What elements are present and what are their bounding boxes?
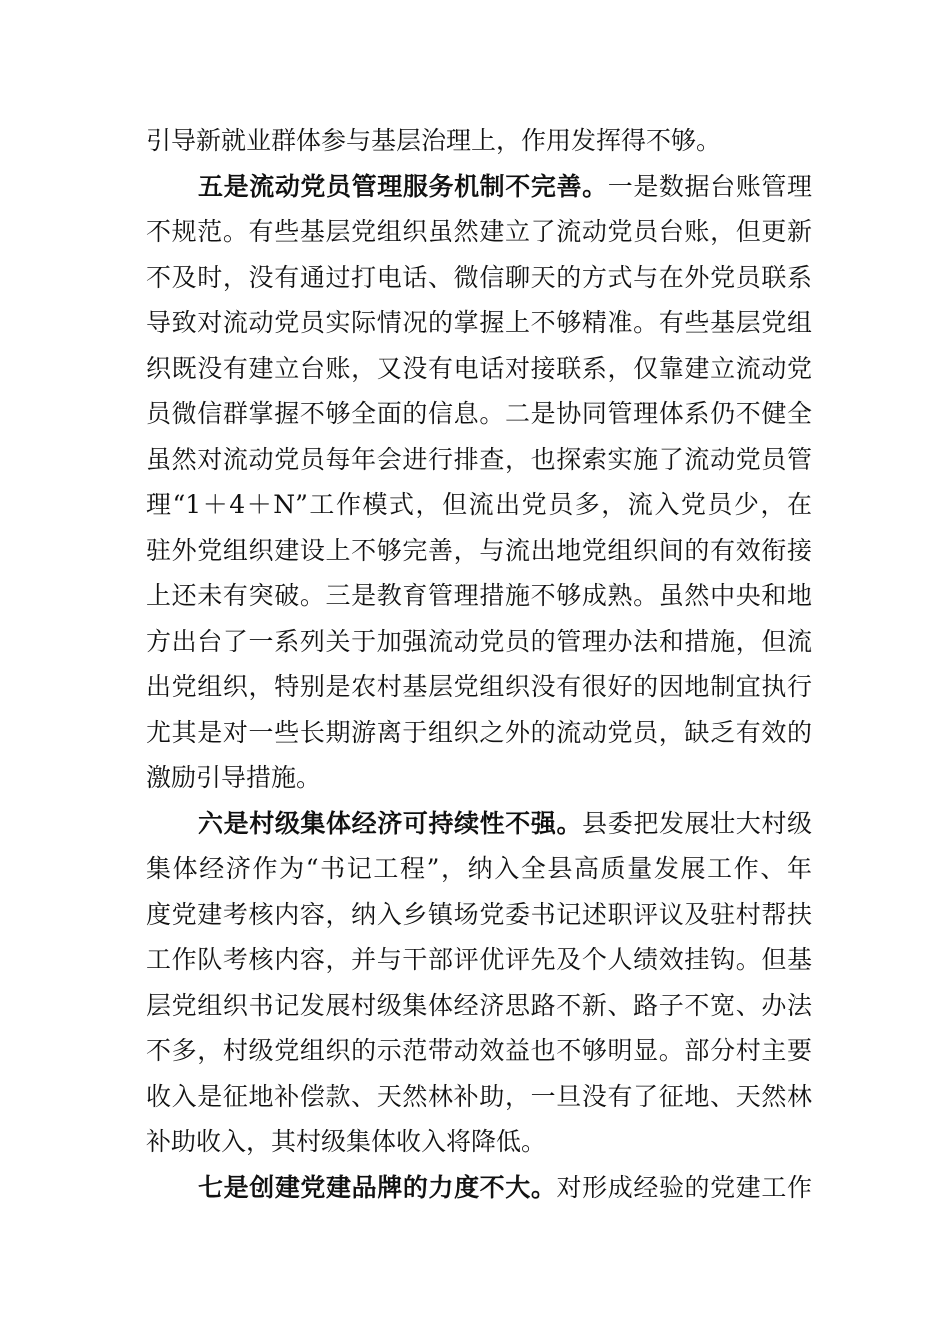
line-text: 引导新就业群体参与基层治理上，作用发挥得不够。: [146, 126, 722, 155]
text-line: [146, 664, 812, 710]
text-line: [146, 346, 812, 392]
line-text: 尤其是对一些长期游离于组织之外的流动党员，缺乏有效的: [146, 717, 812, 747]
text-line: [146, 983, 812, 1029]
text-line: [146, 391, 812, 437]
text-line: [146, 801, 812, 847]
line-text: 一是数据台账管理: [607, 171, 812, 201]
line-text: 激励引导措施。: [146, 763, 322, 792]
text-line: [146, 300, 812, 346]
text-line: [146, 755, 812, 801]
text-line: [146, 482, 812, 528]
line-text: 驻外党组织建设上不够完善，与流出地党组织间的有效衔接: [146, 535, 812, 565]
line-text: 层党组织书记发展村级集体经济思路不新、路子不宽、办法: [146, 990, 812, 1020]
paragraph-heading: 六是村级集体经济可持续性不强。: [198, 808, 583, 838]
text-line: [146, 1074, 812, 1120]
line-text: 织既没有建立台账，又没有电话对接联系，仅靠建立流动党: [146, 353, 812, 383]
line-text: 补助收入，其村级集体收入将降低。: [146, 1127, 547, 1156]
text-line: [146, 937, 812, 983]
text-line: [146, 118, 812, 164]
line-text: 导致对流动党员实际情况的掌握上不够精准。有些基层党组: [146, 308, 812, 337]
text-line: [146, 846, 812, 892]
line-text: 理“1＋4＋N”工作模式，但流出党员多，流入党员少，在: [146, 490, 812, 519]
line-text: 出党组织，特别是农村基层党组织没有很好的因地制宜执行: [146, 672, 812, 701]
line-text: 度党建考核内容，纳入乡镇场党委书记述职评议及驻村帮扶: [146, 899, 812, 929]
document-body: [146, 118, 812, 1210]
line-text: 不及时，没有通过打电话、微信聊天的方式与在外党员联系: [146, 262, 812, 292]
line-text: 收入是征地补偿款、天然林补助，一旦没有了征地、天然林: [146, 1081, 812, 1111]
text-line: [146, 573, 812, 619]
line-text: 虽然对流动党员每年会进行排查，也探索实施了流动党员管: [146, 444, 812, 474]
text-line: [146, 619, 812, 665]
text-line: [146, 528, 812, 574]
line-text: 工作队考核内容，并与干部评优评先及个人绩效挂钩。但基: [146, 945, 812, 974]
line-text: 县委把发展壮大村级: [582, 808, 812, 838]
text-line: [146, 1119, 812, 1165]
text-line: [146, 710, 812, 756]
text-line: [146, 437, 812, 483]
text-line: [146, 1028, 812, 1074]
line-text: 不多，村级党组织的示范带动效益也不够明显。部分村主要: [146, 1036, 812, 1065]
text-line: [146, 164, 812, 210]
line-text: 方出台了一系列关于加强流动党员的管理办法和措施，但流: [146, 626, 812, 656]
text-line: [146, 209, 812, 255]
paragraph-heading: 七是创建党建品牌的力度不大。: [198, 1172, 557, 1202]
line-text: 员微信群掌握不够全面的信息。二是协同管理体系仍不健全: [146, 399, 812, 428]
line-text: 不规范。有些基层党组织虽然建立了流动党员台账，但更新: [146, 217, 812, 246]
line-text: 上还未有突破。三是教育管理措施不够成熟。虽然中央和地: [146, 581, 812, 610]
paragraph-heading: 五是流动党员管理服务机制不完善。: [198, 171, 608, 201]
line-text: 对形成经验的党建工作: [556, 1172, 812, 1202]
text-line: [146, 255, 812, 301]
text-line: [146, 1165, 812, 1211]
line-text: 集体经济作为“书记工程”，纳入全县高质量发展工作、年: [146, 854, 812, 883]
text-line: [146, 892, 812, 938]
